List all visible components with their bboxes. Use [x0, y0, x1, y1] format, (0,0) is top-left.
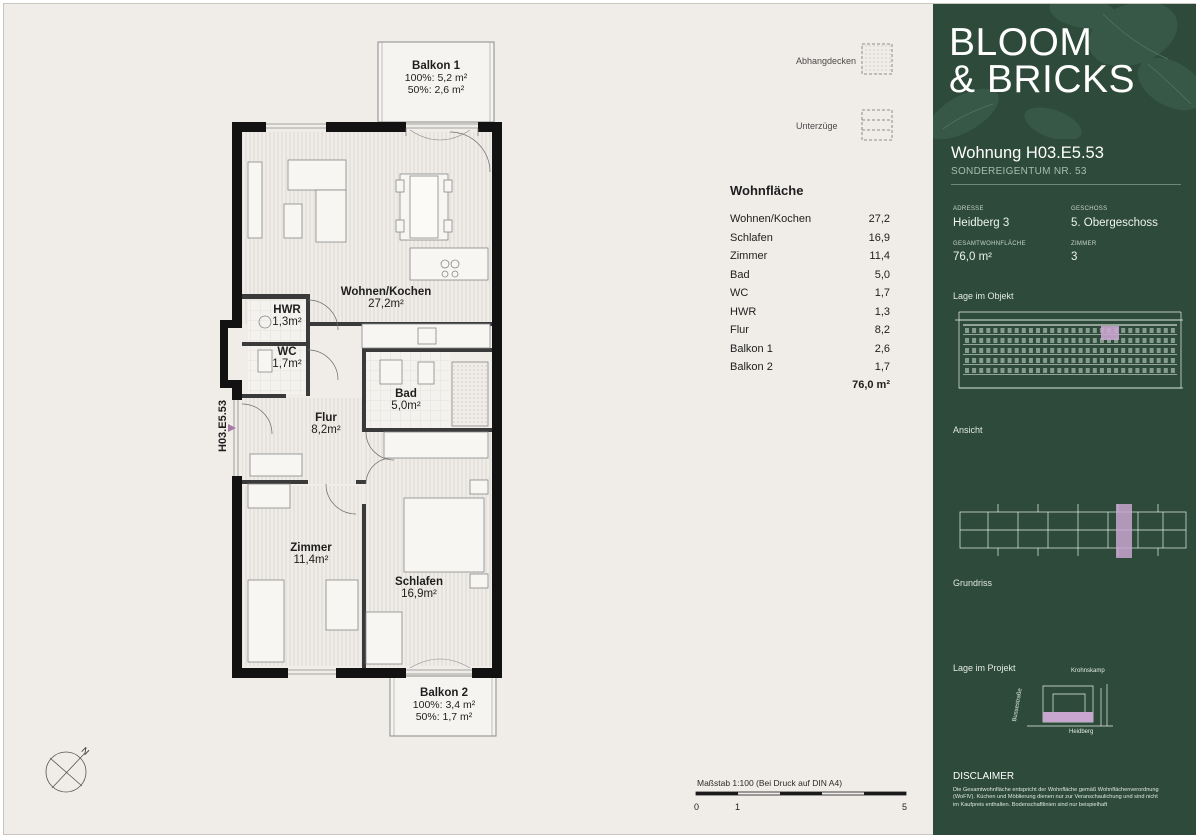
rooms-label: ZIMMER: [1071, 241, 1097, 247]
section-grundriss: Grundriss: [953, 578, 993, 588]
scale-tick-0: 0: [694, 802, 700, 812]
scale-tick-1: 1: [735, 802, 741, 812]
address-label: ADRESSE: [953, 206, 984, 212]
brand-logo-line1: BLOOM: [949, 21, 1093, 64]
map-street-krohnskamp: Krohnskamp: [1071, 668, 1105, 674]
room-label-bad: Bad 5,0m²: [391, 388, 421, 412]
disclaimer-text: Die Gesamtwohnfläche entspricht der Wohnfläche gemäß Wohnflächenverordnung (WoFlV). Küchen und Möblierung dienen nur zur Veranschaulichung und sind nicht im Kaufpreis enthalten. Bodenschaftlinien sind nur beispielhaft: [953, 787, 1159, 808]
room-label-balkon2: Balkon 2 100%: 3,4 m² 50%: 1,7 m²: [412, 687, 476, 723]
room-label-flur: Flur 8,2m²: [311, 412, 341, 436]
floor-overview: [958, 502, 1188, 560]
floor-value: 5. Obergeschoss: [1071, 217, 1158, 229]
legend-label-unterzuege: Unterzüge: [796, 121, 838, 131]
scale-tick-5: 5: [902, 802, 908, 812]
unit-subtitle: SONDEREIGENTUM NR. 53: [951, 166, 1087, 177]
room-label-wohnen: Wohnen/Kochen 27,2m²: [340, 286, 432, 310]
legend-label-abhangdecken: Abhangdecken: [796, 56, 857, 66]
total-area-value: 76,0 m²: [953, 251, 992, 263]
north-arrow: [46, 752, 86, 792]
table-row: Bad 5,0: [730, 268, 890, 281]
section-lage-projekt: Lage im Projekt: [953, 663, 1016, 673]
site-map: [1013, 676, 1123, 742]
room-label-zimmer: Zimmer 11,4m²: [290, 542, 332, 566]
area-table-total: 76,0 m²: [852, 379, 890, 391]
section-ansicht: Ansicht: [953, 425, 983, 435]
room-label-balkon1: Balkon 1 100%: 5,2 m² 50%: 2,6 m²: [404, 60, 468, 96]
north-label: N: [79, 745, 92, 757]
table-row: Flur 8,2: [730, 324, 890, 336]
table-row: HWR 1,3: [730, 305, 890, 318]
highlight-building-map: [1043, 712, 1093, 722]
floor-label: GESCHOSS: [1071, 206, 1108, 212]
room-label-hwr: HWR 1,3m²: [272, 304, 302, 328]
room-label-wc: WC 1,7m²: [272, 346, 302, 370]
brand-logo-line2: & BRICKS: [949, 58, 1136, 101]
table-row: Wohnen/Kochen 27,2: [730, 213, 890, 225]
map-street-heidberg: Heidberg: [1069, 729, 1094, 735]
map-street-busse: Bussestraße: [1011, 687, 1024, 723]
area-table-title: Wohnfläche: [730, 183, 804, 198]
table-row: WC 1,7: [730, 287, 890, 299]
table-row: Balkon 2 1,7: [730, 361, 890, 373]
info-sidebar: [933, 4, 1196, 835]
scale-bar: [696, 792, 906, 795]
rooms-value: 3: [1071, 251, 1078, 263]
entrance-arrow: [228, 424, 236, 432]
legend-dashed-swatch: [862, 110, 892, 140]
total-area-label: GESAMTWOHNFLÄCHE: [953, 241, 1026, 247]
table-row: Zimmer 11,4: [730, 250, 890, 262]
scale-label: Maßstab 1:100 (Bei Druck auf DIN A4): [697, 778, 843, 788]
table-row: Balkon 1 2,6: [730, 342, 890, 355]
legend-dots-swatch: [862, 44, 892, 74]
address-value: Heidberg 3: [953, 217, 1010, 229]
unit-code-vertical: H03.E5.53: [217, 400, 229, 452]
unit-title: Wohnung H03.E5.53: [951, 144, 1104, 162]
area-table: [730, 213, 890, 403]
room-label-schlafen: Schlafen 16,9m²: [395, 576, 443, 600]
disclaimer-title: DISCLAIMER: [953, 771, 1015, 782]
highlight-unit-floor: [1116, 504, 1132, 558]
building-elevation: [953, 310, 1183, 400]
highlight-unit-elevation: [1101, 326, 1119, 340]
table-row: Schlafen 16,9: [730, 231, 890, 244]
section-lage-objekt: Lage im Objekt: [953, 291, 1014, 301]
